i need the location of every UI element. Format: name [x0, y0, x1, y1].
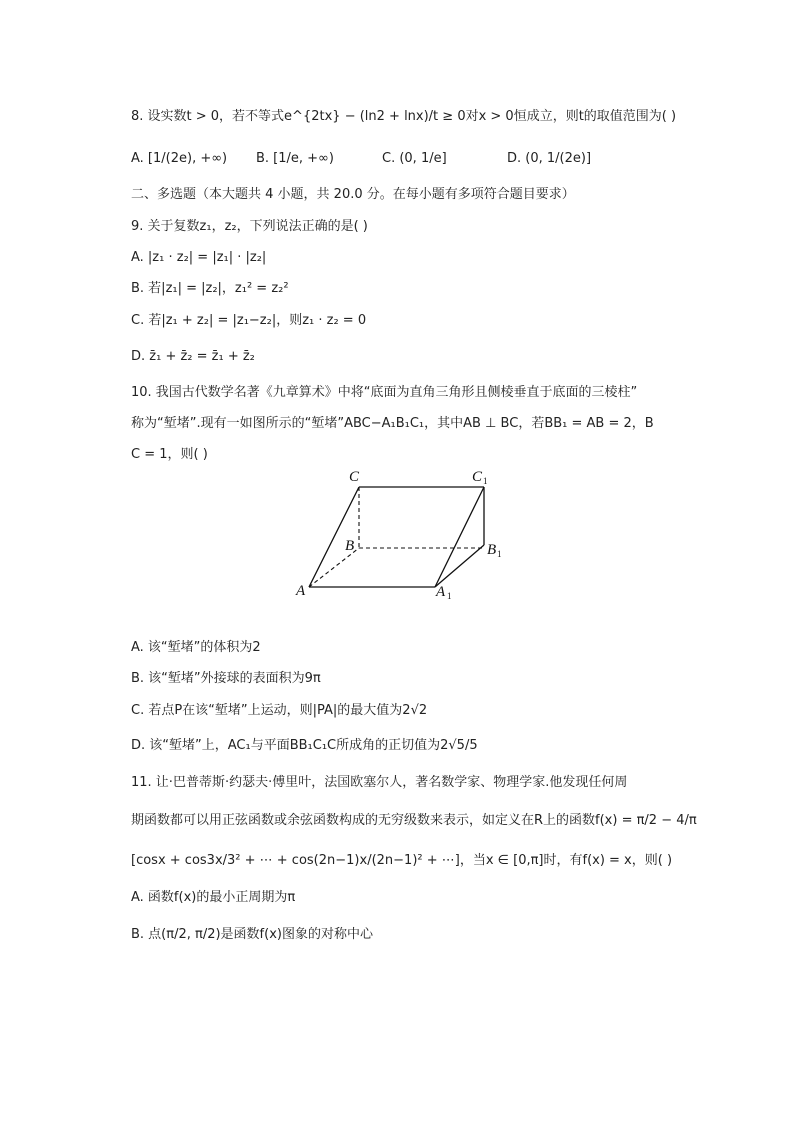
label-b1-subscript: 1 — [497, 549, 502, 559]
q8-stem: 8. 设实数t > 0，若不等式e^{2tx} − (ln2 + lnx)/t ≥ 0对x > 0恒成立，则t的取值范围为( ) — [131, 109, 677, 124]
prism-figure — [292, 460, 512, 605]
q11-line-3: [cosx + cos3x/3² + ⋯ + cos(2n−1)x/(2n−1)² + ⋯]，当x ∈ [0,π]时，有f(x) = x，则( ) — [131, 853, 673, 868]
label-a1-subscript: 1 — [447, 591, 452, 601]
label-c1-subscript: 1 — [483, 476, 488, 486]
q8-option-c: C. (0, 1/e] — [382, 151, 447, 166]
q9-stem: 9. 关于复数z₁，z₂，下列说法正确的是( ) — [131, 219, 368, 234]
edge-ac — [309, 487, 359, 587]
q10-option-c: C. 若点P在该“堑堵”上运动，则|PA|的最大值为2√2 — [131, 703, 428, 718]
q8-option-b: B. [1/e, +∞) — [256, 151, 334, 166]
q11-line-2: 期函数都可以用正弦函数或余弦函数构成的无穷级数来表示，如定义在R上的函数f(x) = π/2 − 4/π — [131, 813, 697, 828]
q9-option-d: D. z̄₁ + z̄₂ = z̄₁ + z̄₂ — [131, 349, 255, 364]
label-c: C — [349, 469, 360, 485]
q10-option-b: B. 该“堑堵”外接球的表面积为9π — [131, 671, 321, 686]
q10-line-1: 10. 我国古代数学名著《九章算术》中将“底面为直角三角形且侧棱垂直于底面的三棱柱” — [131, 385, 638, 400]
label-b1: B — [487, 542, 497, 558]
label-a: A — [296, 583, 306, 599]
edge-a1c1 — [435, 487, 484, 587]
q11-option-a: A. 函数f(x)的最小正周期为π — [131, 890, 296, 905]
q8-option-d: D. (0, 1/(2e)] — [507, 151, 592, 166]
q10-line-3: C = 1，则( ) — [131, 447, 208, 462]
q10-option-a: A. 该“堑堵”的体积为2 — [131, 640, 261, 655]
q9-option-b: B. 若|z₁| = |z₂|，z₁² = z₂² — [131, 281, 289, 296]
q10-option-d: D. 该“堑堵”上，AC₁与平面BB₁C₁C所成角的正切值为2√5/5 — [131, 738, 478, 753]
q11-line-1: 11. 让·巴普蒂斯·约瑟夫·傅里叶，法国欧塞尔人，著名数学家、物理学家.他发现任何周 — [131, 775, 628, 790]
edge-a1b1 — [435, 545, 484, 587]
label-c1: C — [472, 469, 483, 485]
label-b: B — [345, 538, 355, 554]
q9-option-a: A. |z₁ · z₂| = |z₁| · |z₂| — [131, 250, 267, 265]
q9-option-c: C. 若|z₁ + z₂| = |z₁−z₂|，则z₁ · z₂ = 0 — [131, 313, 367, 328]
q8-option-a: A. [1/(2e), +∞) — [131, 151, 228, 166]
label-a1: A — [436, 584, 446, 600]
section-heading: 二、多选题（本大题共 4 小题，共 20.0 分。在每小题有多项符合题目要求） — [131, 187, 575, 202]
q11-option-b: B. 点(π/2, π/2)是函数f(x)图象的对称中心 — [131, 927, 373, 942]
q10-line-2: 称为“堑堵”.现有一如图所示的“堑堵”ABC−A₁B₁C₁，其中AB ⊥ BC，若BB₁ = AB = 2，B — [131, 416, 654, 431]
